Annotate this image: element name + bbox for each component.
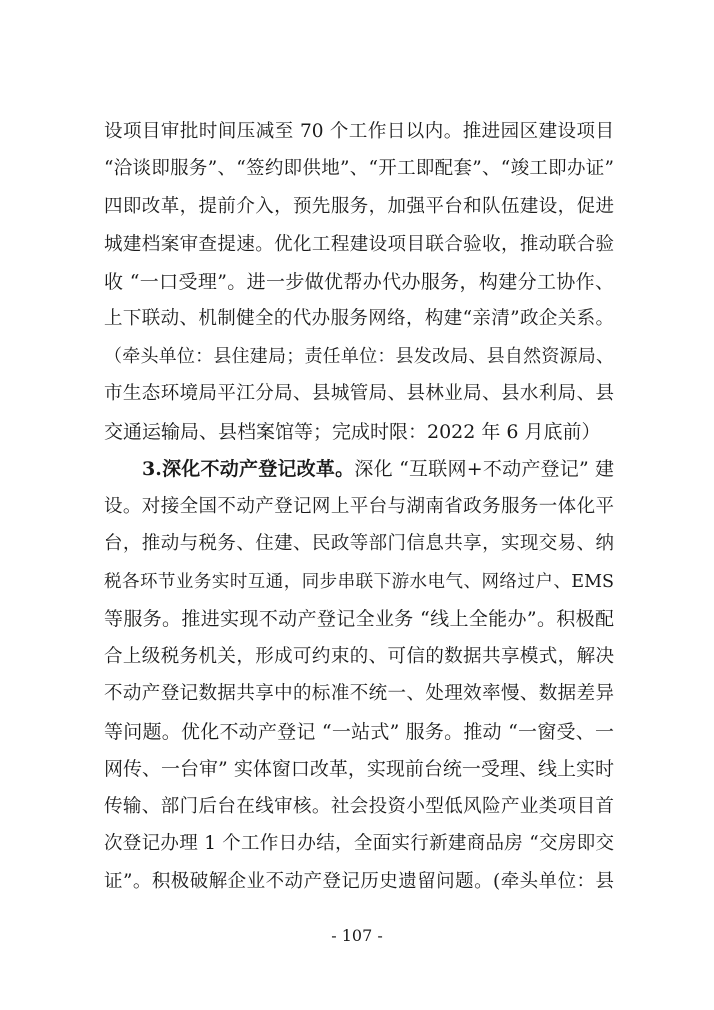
paragraph-line: 设。对接全国不动产登记网上平台与湖南省政务服务一体化平 <box>104 496 614 517</box>
paragraph-line: 城建档案审查提速。优化工程建设项目联合验收，推动联合验 <box>104 234 614 255</box>
page-number: - 107 - <box>331 926 383 945</box>
paragraph-line: 等问题。优化不动产登记 “一站式” 服务。推动 “一窗受、一 <box>104 721 614 743</box>
paragraph-line: 市生态环境局平江分局、县城管局、县林业局、县水利局、县 <box>104 383 614 404</box>
paragraph-line: 合上级税务机关，形成可约束的、可信的数据共享模式，解决 <box>104 646 614 667</box>
paragraph-line: 证”。积极破解企业不动产登记历史遗留问题。(牵头单位：县 <box>104 871 614 892</box>
paragraph-line: 上下联动、机制健全的代办服务网络，构建“亲清”政企关系。 <box>104 308 614 329</box>
paragraph-line: 税各环节业务实时互通，同步串联下游水电气、网络过户、EMS <box>104 572 614 592</box>
paragraph-line: 次登记办理 1 个工作日办结，全面实行新建商品房 “交房即交 <box>104 833 614 854</box>
paragraph-line: 台，推动与税务、住建、民政等部门信息共享，实现交易、纳 <box>104 533 614 554</box>
section-heading: 3.深化不动产登记改革。 <box>142 458 355 480</box>
paragraph-line: 收 “一口受理”。进一步做优帮办代办服务，构建分工协作、 <box>104 271 614 293</box>
paragraph-line: 等服务。推进实现不动产登记全业务 “线上全能办”。积极配 <box>104 608 614 630</box>
paragraph-line: “洽谈即服务”、“签约即供地”、“开工即配套”、“竣工即办证” <box>104 158 614 179</box>
paragraph-line: 四即改革，提前介入，预先服务，加强平台和队伍建设，促进 <box>104 196 614 217</box>
section-heading-rest: 深化 “互联网+不动产登记” 建 <box>354 458 614 480</box>
paragraph-line: 不动产登记数据共享中的标准不统一、处理效率慢、数据差异 <box>104 683 614 704</box>
paragraph-line: 网传、一台审” 实体窗口改革，实现前台统一受理、线上实时 <box>104 758 614 780</box>
paragraph-line: （牵头单位：县住建局；责任单位：县发改局、县自然资源局、 <box>104 346 614 367</box>
section-heading-line <box>142 452 614 486</box>
paragraph-line: 传输、部门后台在线审核。社会投资小型低风险产业类项目首 <box>104 796 614 817</box>
paragraph-line: 设项目审批时间压减至 70 个工作日以内。推进园区建设项目 <box>104 121 614 142</box>
paragraph-line: 交通运输局、县档案馆等；完成时限：2022 年 6 月底前） <box>104 421 601 443</box>
